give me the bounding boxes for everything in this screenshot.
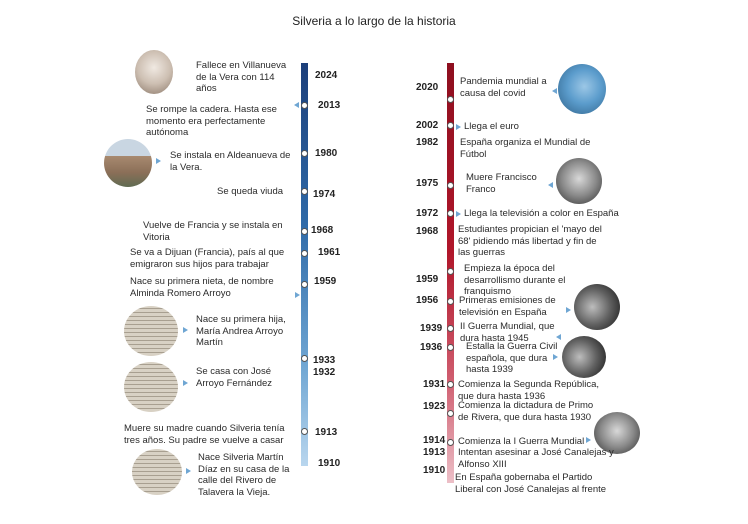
left-event-year: 1910 (318, 458, 341, 469)
timeline-dot (301, 355, 308, 362)
arrow-icon (294, 102, 299, 108)
left-event-text: Nace Silveria Martín Díaz en su casa de la calle del Rivero de Talavera la Vieja. (198, 452, 290, 498)
handwritten-document-photo (132, 449, 182, 495)
left-event-year: 1913 (315, 427, 338, 438)
right-event-text: Comienza la Segunda República, que dura hasta 1936 (458, 379, 600, 402)
right-event-year: 1956 (416, 295, 439, 306)
arrow-icon (186, 468, 191, 474)
right-event-text: Estalla la Guerra Civil española, que dura hasta 1939 (466, 341, 558, 375)
arrow-icon (556, 334, 561, 340)
arrow-icon (156, 158, 161, 164)
right-event-year: 1936 (420, 342, 443, 353)
right-event-text: Estudiantes propician el 'mayo del 68' pidiendo más libertad y fin de las guerras (458, 224, 602, 258)
timeline-dot (447, 122, 454, 129)
covid-photo (558, 64, 606, 114)
left-event-text: Vuelve de Francia y se instala en Vitoria (143, 220, 283, 243)
right-event-text: II Guerra Mundial, que dura hasta 1945 (460, 321, 555, 344)
left-event-year: 1959 (314, 276, 337, 287)
right-event-text: Llega el euro (464, 121, 519, 132)
timeline-dot (447, 210, 454, 217)
left-event-text: Se rompe la cadera. Hasta ese momento era perfectamente autónoma (146, 104, 277, 138)
arrow-icon (586, 437, 591, 443)
arrow-icon (552, 88, 557, 94)
left-event-year: 2024 (315, 70, 338, 81)
timeline-dot (301, 428, 308, 435)
left-event-year: 1933 (313, 355, 336, 366)
handwritten-document-photo (124, 306, 178, 356)
timeline-dot (447, 381, 454, 388)
right-event-year: 1913 (423, 447, 446, 458)
right-event-year: 2002 (416, 120, 439, 131)
right-event-year: 2020 (416, 82, 439, 93)
right-event-year: 1931 (423, 379, 446, 390)
timeline-dot (301, 102, 308, 109)
right-event-text: Empieza la época del desarrollismo durante el franquismo (464, 263, 566, 297)
right-event-year: 1959 (416, 274, 439, 285)
left-event-year: 2013 (318, 100, 341, 111)
left-event-year: 1968 (311, 225, 334, 236)
timeline-dot (301, 188, 308, 195)
handwritten-document-photo (124, 362, 178, 412)
television-photo (574, 284, 620, 330)
right-event-text: España organiza el Mundial de Fútbol (460, 137, 591, 160)
timeline-dot (447, 410, 454, 417)
arrow-icon (548, 182, 553, 188)
left-event-text: Nace su primera nieta, de nombre Alminda Romero Arroyo (130, 276, 274, 299)
timeline-dot (447, 344, 454, 351)
left-event-year: 1974 (313, 189, 336, 200)
arrow-icon (295, 292, 300, 298)
arrow-icon (566, 307, 571, 313)
page-title: Silveria a lo largo de la historia (292, 14, 456, 28)
right-event-year: 1910 (423, 465, 446, 476)
franco-photo (556, 158, 602, 204)
timeline-dot (301, 281, 308, 288)
right-event-text: Llega la televisión a color en España (464, 208, 619, 219)
left-event-year: 1980 (315, 148, 338, 159)
arrow-icon (553, 354, 558, 360)
right-event-text: Comienza la dictadura de Primo de Rivera, que dura hasta 1930 (458, 400, 594, 423)
timeline-dot (447, 325, 454, 332)
left-event-text: Fallece en Villanueva de la Vera con 114 años (196, 60, 287, 94)
timeline-dot (301, 250, 308, 257)
arrow-icon (456, 124, 461, 130)
elderly-woman-photo (135, 50, 173, 94)
right-event-text: Intentan asesinar a José Canalejas y Alfonso XIII (458, 447, 614, 470)
left-event-text: Se casa con José Arroyo Fernández (196, 366, 273, 389)
right-event-text: Comienza la I Guerra Mundial (458, 436, 585, 447)
timeline-dot (301, 150, 308, 157)
right-event-year: 1914 (423, 435, 446, 446)
right-event-text: Pandemia mundial a causa del covid (460, 76, 547, 99)
left-event-year: 1932 (313, 367, 336, 378)
timeline-dot (447, 96, 454, 103)
right-event-year: 1975 (416, 178, 439, 189)
timeline-dot (447, 298, 454, 305)
right-event-year: 1939 (420, 323, 443, 334)
right-event-year: 1923 (423, 401, 446, 412)
right-event-text: En España gobernaba el Partido Liberal con José Canalejas al frente (455, 472, 607, 495)
village-photo (104, 139, 152, 187)
left-event-text: Muere su madre cuando Silveria tenía tres años. Su padre se vuelve a casar (124, 423, 285, 446)
arrow-icon (183, 380, 188, 386)
right-event-year: 1968 (416, 226, 439, 237)
right-event-year: 1972 (416, 208, 439, 219)
right-event-year: 1982 (416, 137, 439, 148)
arrow-icon (183, 327, 188, 333)
right-event-text: Muere Francisco Franco (466, 172, 537, 195)
left-event-text: Se va a Dijuan (Francia), país al que emigraron sus hijos para trabajar (130, 247, 285, 270)
timeline-dot (447, 182, 454, 189)
civil-war-photo (562, 336, 606, 378)
left-timeline-bar (301, 63, 308, 466)
left-event-year: 1961 (318, 247, 341, 258)
timeline-dot (301, 228, 308, 235)
left-event-text: Se instala en Aldeanueva de la Vera. (170, 150, 291, 173)
right-event-text: Primeras emisiones de televisión en España (459, 295, 556, 318)
left-event-text: Nace su primera hija, María Andrea Arroyo Martín (196, 314, 286, 348)
left-event-text: Se queda viuda (217, 186, 284, 197)
timeline-dot (447, 268, 454, 275)
timeline-dot (447, 439, 454, 446)
arrow-icon (456, 211, 461, 217)
